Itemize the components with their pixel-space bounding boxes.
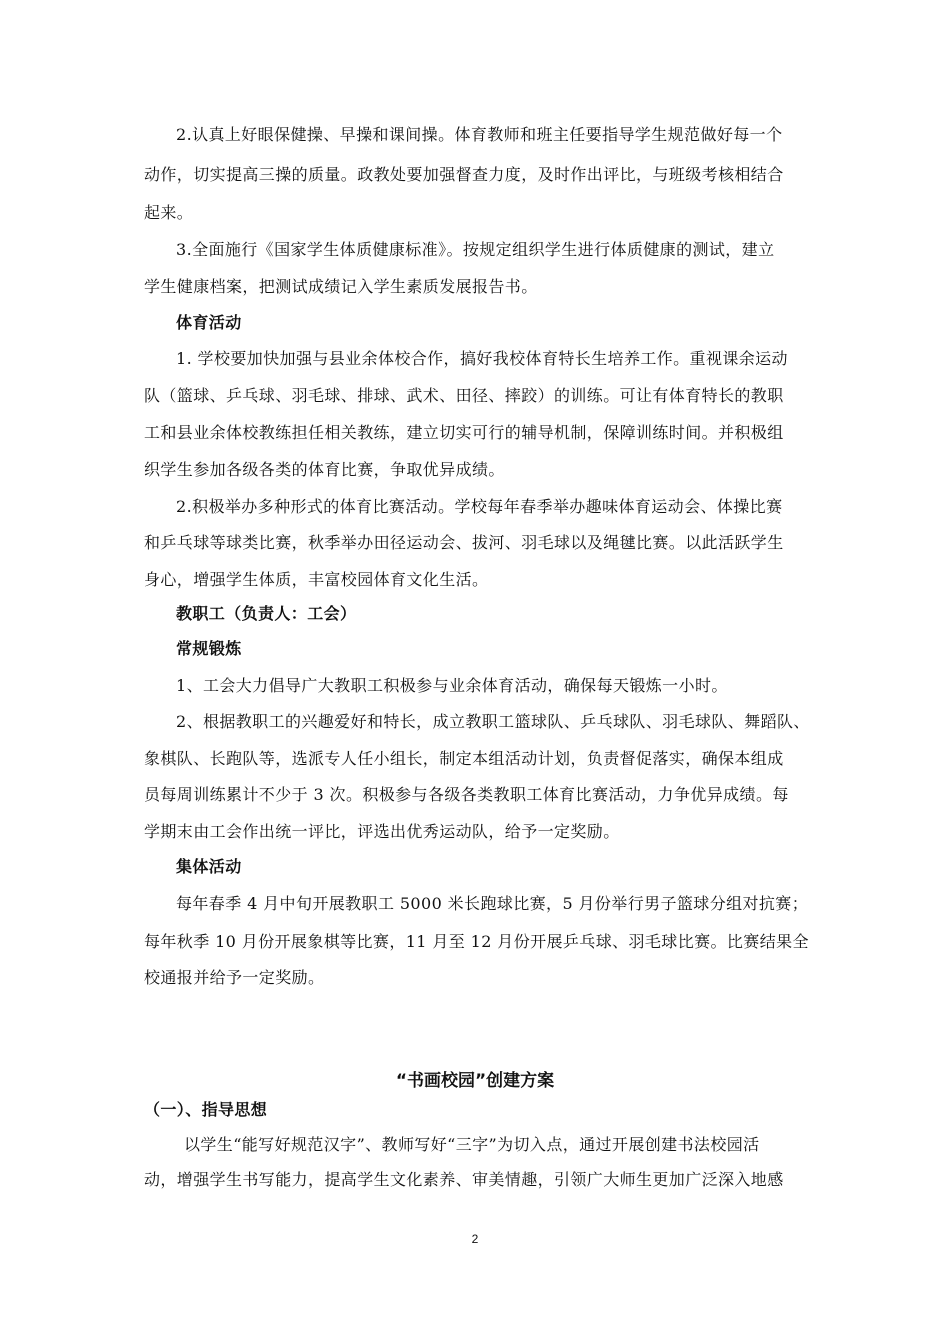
paragraph-line: 1. 学校要加快加强与县业余体校合作，搞好我校体育特长生培养工作。重视课余运动	[176, 349, 788, 368]
paragraph-line: 2、根据教职工的兴趣爱好和特长，成立教职工篮球队、乒乓球队、羽毛球队、舞蹈队、	[176, 712, 810, 731]
paragraph-line: 2.认真上好眼保健操、早操和课间操。体育教师和班主任要指导学生规范做好每一个	[176, 125, 783, 144]
paragraph-line: 校通报并给予一定奖励。	[144, 968, 325, 987]
paragraph-line: 每年春季 4 月中旬开展教职工 5000 米长跑球比赛，5 月份举行男子篮球分组对抗赛；	[176, 894, 809, 913]
section-heading: 集体活动	[176, 857, 242, 876]
paragraph-line: 身心，增强学生体质，丰富校园体育文化生活。	[144, 570, 489, 589]
paragraph-line: 每年秋季 10 月份开展象棋等比赛，11 月至 12 月份开展乒乓球、羽毛球比赛。比赛结果全	[144, 932, 809, 951]
paragraph-line: 学生健康档案，把测试成绩记入学生素质发展报告书。	[144, 277, 538, 296]
paragraph-line: 以学生“能写好规范汉字”、教师写好“三字”为切入点，通过开展创建书法校园活	[184, 1135, 760, 1154]
paragraph-line: 2.积极举办多种形式的体育比赛活动。学校每年春季举办趣味体育运动会、体操比赛	[176, 497, 783, 516]
section-heading: 体育活动	[176, 313, 242, 332]
paragraph-line: 学期末由工会作出统一评比，评选出优秀运动队，给予一定奖励。	[144, 822, 620, 841]
paragraph-line: 和乒乓球等球类比赛，秋季举办田径运动会、拔河、羽毛球以及绳毽比赛。以此活跃学生	[144, 533, 784, 552]
section-heading: （一）、指导思想	[144, 1100, 268, 1119]
paragraph-line: 织学生参加各级各类的体育比赛，争取优异成绩。	[144, 460, 505, 479]
paragraph-line: 3.全面施行《国家学生体质健康标准》。按规定组织学生进行体质健康的测试，建立	[176, 240, 775, 259]
paragraph-line: 员每周训练累计不少于 3 次。积极参与各级各类教职工体育比赛活动，力争优异成绩。每	[144, 785, 789, 804]
section-heading: 常规锻炼	[176, 639, 242, 658]
paragraph-line: 队（篮球、乒乓球、羽毛球、排球、武术、田径、摔跤）的训练。可让有体育特长的教职	[144, 386, 784, 405]
paragraph-line: 动作，切实提高三操的质量。政教处要加强督查力度，及时作出评比，与班级考核相结合	[144, 165, 784, 184]
paragraph-line: 动，增强学生书写能力，提高学生文化素养、审美情趣，引领广大师生更加广泛深入地感	[144, 1170, 784, 1189]
page-number: 2	[471, 1232, 479, 1246]
document-title: “书画校园”创建方案	[395, 1071, 555, 1091]
paragraph-line: 工和县业余体校教练担任相关教练，建立切实可行的辅导机制，保障训练时间。并积极组	[144, 423, 784, 442]
section-heading: 教职工（负责人：工会）	[176, 604, 357, 623]
paragraph-line: 起来。	[144, 203, 194, 222]
paragraph-line: 象棋队、长跑队等，选派专人任小组长，制定本组活动计划，负责督促落实，确保本组成	[144, 749, 784, 768]
paragraph-line: 1、工会大力倡导广大教职工积极参与业余体育活动，确保每天锻炼一小时。	[176, 676, 728, 695]
